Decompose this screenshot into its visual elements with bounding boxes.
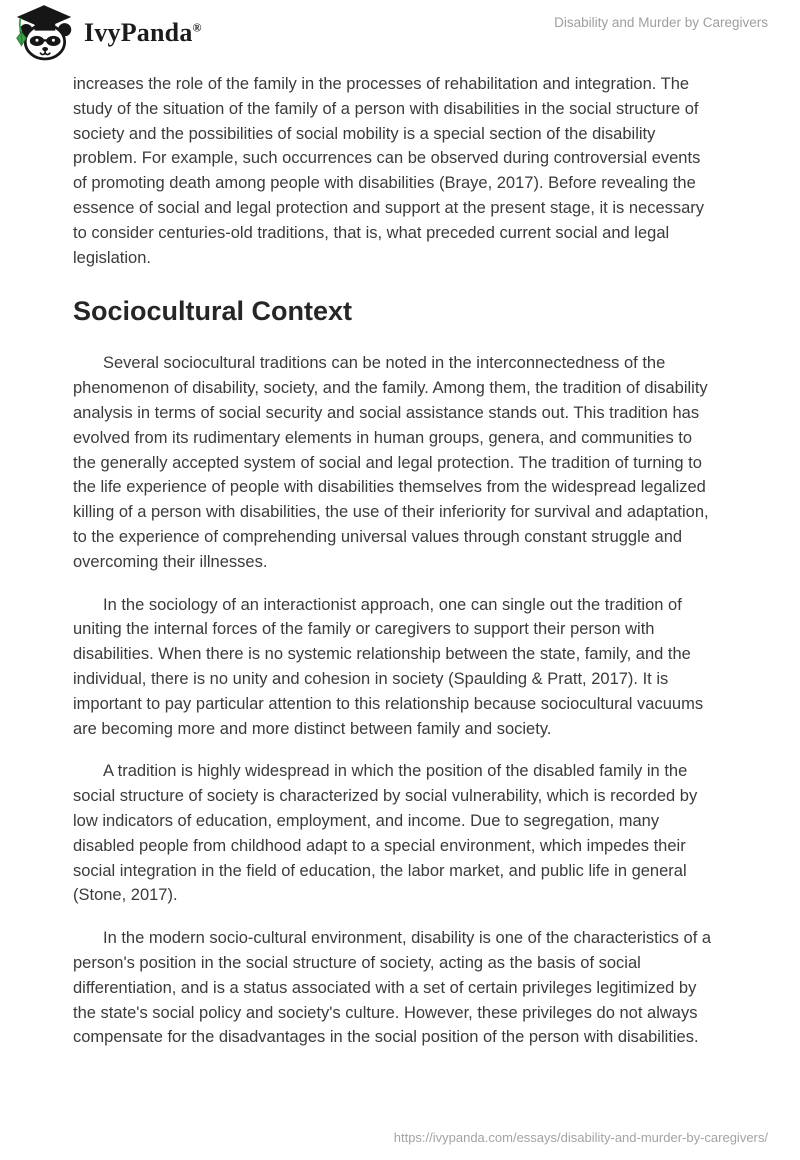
brand-wordmark: IvyPanda xyxy=(84,17,193,47)
registered-trademark-symbol: ® xyxy=(192,19,202,34)
paragraph-continuation: increases the role of the family in the processes of rehabilitation and integration. The study of the situation of the family of a person with disabilities in the social structure of society and the possibilities of social mobility is a special section of the disability problem. For example, such occurrences can be observed during controversial events of promoting death among people with disabilities (Braye, 2017). Before revealing the essence of social and legal protection and support at the present stage, it is necessary to consider centuries-old traditions, that is, what preceded current social and legal legislation. xyxy=(73,75,705,267)
paragraph: Several sociocultural traditions can be noted in the interconnectedness of the phenomenon of disability, society, and the family. Among them, the tradition of disability analysis in terms of social security and social assistance stands out. This tradition has evolved from its rudimentary elements in human groups, genera, and communities to the generally accepted system of social and legal protection. The tradition of turning to the life experience of people with disabilities themselves from the widespread legalized killing of a person with disabilities, the use of their inferiority for survival and adaptation, to the experience of comprehending universal values through constant struggle and overcoming their illnesses. xyxy=(73,354,709,571)
source-url: https://ivypanda.com/essays/disability-and-murder-by-caregivers/ xyxy=(393,1130,768,1145)
section-heading: Sociocultural Context xyxy=(73,296,353,327)
ivypanda-logo-icon xyxy=(13,4,75,61)
brand xyxy=(13,4,202,61)
page-header xyxy=(0,0,800,66)
document-title: Disability and Murder by Caregivers xyxy=(554,15,768,30)
paragraph: A tradition is highly widespread in which the position of the disabled family in the social structure of society is characterized by social vulnerability, which is recorded by low indicators of education, employment, and income. Due to segregation, many disabled people from childhood adapt to a special environment, which impedes their social integration in the field of education, the labor market, and public life in general (Stone, 2017). xyxy=(73,762,698,905)
paragraph: In the modern socio-cultural environment, disability is one of the characteristics of a person's position in the social structure of society, acting as the basis of social differentiation, and is a status associated with a set of certain privileges legitimized by the state's social policy and society's culture. However, these privileges do not always compensate for the disadvantages in the social position of the person with disabilities. xyxy=(73,929,712,1047)
brand-name xyxy=(84,18,202,48)
essay-content xyxy=(73,72,712,1068)
paragraph: In the sociology of an interactionist approach, one can single out the tradition of uniting the internal forces of the family or caregivers to support their person with disabilities. When there is no systemic relationship between the state, family, and the individual, there is no unity and cohesion in society (Spaulding & Pratt, 2017). It is important to pay particular attention to this relationship because sociocultural vacuums are becoming more and more distinct between family and society. xyxy=(73,595,704,738)
